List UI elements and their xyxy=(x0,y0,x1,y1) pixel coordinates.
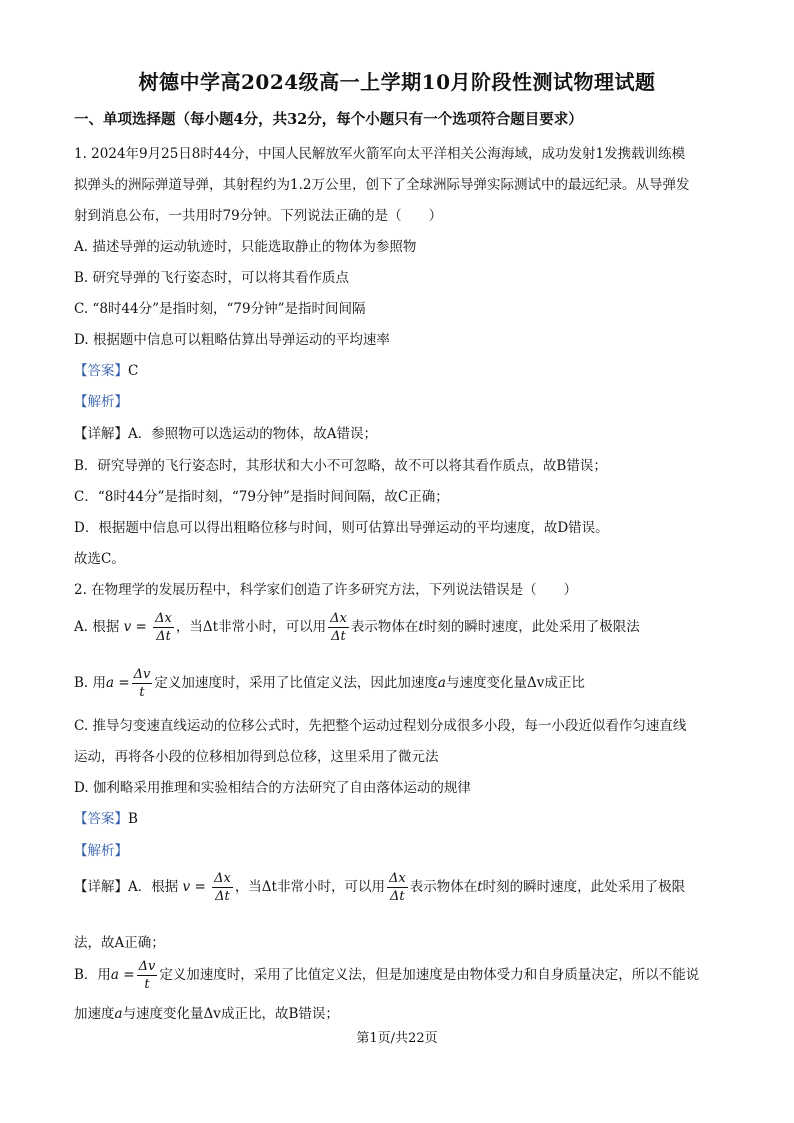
q1-option-a: A. 描述导弹的运动轨迹时，只能选取静止的物体为参照物 xyxy=(74,239,417,255)
q1-detail-b: B．研究导弹的飞行姿态时，其形状和大小不可忽略，故不可以将其看作质点，故B错误； xyxy=(74,458,607,474)
denominator: Δt xyxy=(390,889,405,904)
numerator: Δv xyxy=(138,959,156,974)
q2-detail-a-line2: 法，故A正确； xyxy=(74,935,165,951)
text: ，当Δt非常小时，可以用 xyxy=(234,879,385,895)
q1-detail-a xyxy=(74,422,377,442)
text: 与速度变化量Δv成正比 xyxy=(445,675,585,691)
formula-lhs: a = xyxy=(110,967,135,983)
text: 表示物体在 xyxy=(409,879,478,895)
q1-option-c: C. “8时44分”是指时刻，“79分钟”是指时间间隔 xyxy=(74,301,366,317)
q1-detail-c: C．“8时44分”是指时刻，“79分钟”是指时间间隔，故C正确； xyxy=(74,489,449,505)
q1-stem-line1: 1. 2024年9月25日8时44分，中国人民解放军火箭军向太平洋相关公海海域，成功发射1发携载训练模 xyxy=(74,146,686,162)
numerator: Δx xyxy=(389,871,406,886)
text: A. 根据 xyxy=(74,619,120,635)
denominator: t xyxy=(139,685,145,700)
formula-lhs: v = xyxy=(123,619,147,635)
formula-lhs: v = xyxy=(182,879,206,895)
q2-detail-b-line2 xyxy=(74,1002,339,1022)
q1-option-d: D. 根据题中信息可以粗略估算出导弹运动的平均速率 xyxy=(74,332,390,348)
q1-stem-line2: 拟弹头的洲际弹道导弹，其射程约为1.2万公里，创下了全球洲际导弹实际测试中的最远纪录。从导弹发 xyxy=(74,177,690,193)
numerator: Δv xyxy=(133,667,151,682)
denominator: Δt xyxy=(215,889,230,904)
text: 时刻的瞬时速度，此处采用了极限 xyxy=(482,879,686,895)
text: 时刻的瞬时速度，此处采用了极限法 xyxy=(423,619,640,635)
detail-tag: 【详解】 xyxy=(74,426,128,442)
q1-conclusion: 故选C。 xyxy=(74,551,125,567)
q2-option-a xyxy=(74,612,640,643)
fraction-dx-dt xyxy=(212,872,233,903)
q2-stem: 2. 在物理学的发展历程中，科学家们创造了许多研究方法，下列说法错误是（ ） xyxy=(74,582,578,598)
text: B．用 xyxy=(74,967,111,983)
variable-t: t xyxy=(477,879,483,895)
q2-analysis-tag: 【解析】 xyxy=(74,843,128,859)
denominator: t xyxy=(144,977,150,992)
q2-option-b xyxy=(74,668,585,699)
fraction-dx-dt xyxy=(328,612,349,643)
detail-text: A．参照物可以选运动的物体，故A错误； xyxy=(128,426,377,442)
text: 定义加速度时，采用了比值定义法，但是加速度是由物体受力和自身质量决定，所以不能说 xyxy=(159,967,700,983)
answer-value: B xyxy=(128,811,138,827)
q2-detail-a xyxy=(74,872,685,903)
text: B. 用 xyxy=(74,675,107,691)
page-footer: 第1页/共22页 xyxy=(356,1031,438,1046)
q2-detail-b xyxy=(74,960,699,991)
variable-t: t xyxy=(418,619,424,635)
section-heading: 一、单项选择题（每小题4分，共32分，每个小题只有一个选项符合题目要求） xyxy=(74,111,583,128)
answer-value: C xyxy=(128,363,139,379)
q2-option-c-line1: C. 推导匀变速直线运动的位移公式时，先把整个运动过程划分成很多小段，每一小段近似看作匀速直线 xyxy=(74,718,687,734)
fraction-dx-dt xyxy=(387,872,408,903)
variable-a: a xyxy=(114,1006,123,1022)
fraction-dv-t xyxy=(137,960,158,991)
q1-stem-line3: 射到消息公布，一共用时79分钟。下列说法正确的是（ ） xyxy=(74,208,443,224)
fraction-dv-t xyxy=(132,668,153,699)
text: A．根据 xyxy=(128,879,179,895)
text: ，当Δt非常小时，可以用 xyxy=(175,619,327,635)
fraction-dx-dt xyxy=(153,612,174,643)
text: 表示物体在 xyxy=(350,619,419,635)
answer-tag: 【答案】 xyxy=(74,363,128,379)
variable-a: a xyxy=(437,675,446,691)
q2-option-d: D. 伽利略采用推理和实验相结合的方法研究了自由落体运动的规律 xyxy=(74,780,471,796)
numerator: Δx xyxy=(155,611,172,626)
text: 与速度变化量Δv成正比，故B错误； xyxy=(122,1006,339,1022)
answer-tag: 【答案】 xyxy=(74,811,128,827)
q1-option-b: B. 研究导弹的飞行姿态时，可以将其看作质点 xyxy=(74,270,350,286)
numerator: Δx xyxy=(214,871,231,886)
q1-answer xyxy=(74,359,138,379)
q2-option-c-line2: 运动，再将各小段的位移相加得到总位移，这里采用了微元法 xyxy=(74,749,439,765)
q2-answer xyxy=(74,807,138,827)
q1-detail-d: D．根据题中信息可以得出粗略位移与时间，则可估算出导弹运动的平均速度，故D错误。 xyxy=(74,520,609,536)
text: 定义加速度时，采用了比值定义法，因此加速度 xyxy=(154,675,438,691)
denominator: Δt xyxy=(156,629,171,644)
numerator: Δx xyxy=(330,611,347,626)
text: 加速度 xyxy=(74,1006,115,1022)
document-title: 树德中学高2024级高一上学期10月阶段性测试物理试题 xyxy=(138,70,656,94)
formula-lhs: a = xyxy=(106,675,130,691)
detail-tag: 【详解】 xyxy=(74,879,128,895)
q1-analysis-tag: 【解析】 xyxy=(74,394,128,410)
denominator: Δt xyxy=(331,629,346,644)
